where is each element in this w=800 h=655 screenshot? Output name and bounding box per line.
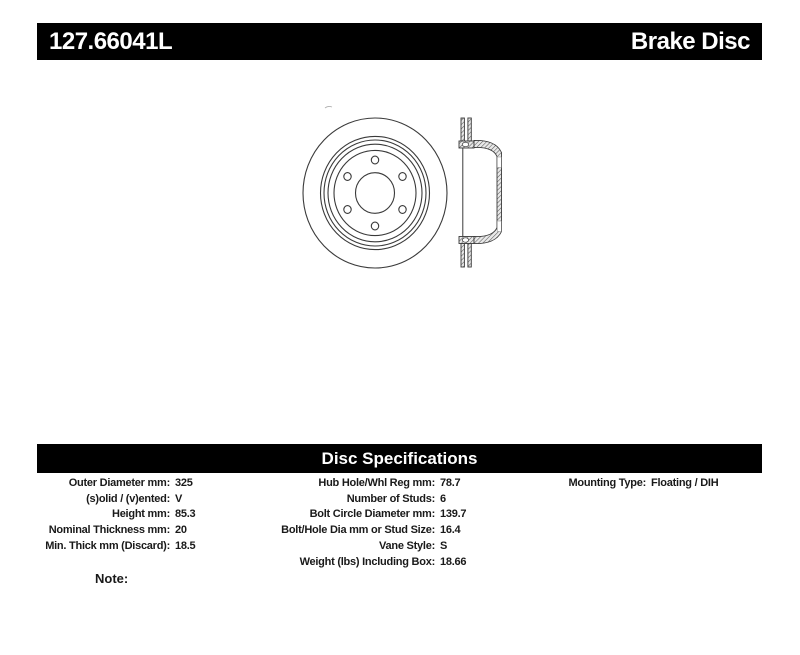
flange-stud-hole — [462, 238, 468, 242]
rotor-cheek-section — [468, 118, 471, 141]
spec-row — [280, 539, 495, 555]
spec-label: Mounting Type: — [568, 477, 646, 489]
spec-label: (s)olid / (v)ented: — [86, 492, 170, 505]
stud-hole — [344, 173, 351, 181]
spec-label: Height mm: — [112, 508, 170, 521]
spec-value: 6 — [440, 492, 446, 505]
spec-label: Outer Diameter mm: — [68, 477, 170, 489]
rotor-cheek-section — [461, 244, 464, 268]
stud-holes — [344, 156, 406, 230]
spec-row — [280, 523, 495, 539]
section-title-bar — [37, 444, 762, 473]
spec-row — [38, 476, 230, 492]
scan-artifact-mark — [325, 106, 332, 108]
note-label: Note: — [95, 571, 129, 586]
spec-value: Floating / DIH — [651, 477, 719, 489]
hat-rim-inner-circle — [328, 144, 422, 242]
spec-row — [38, 507, 230, 523]
spec-label: Bolt/Hole Dia mm or Stud Size: — [281, 524, 435, 537]
hat-face-circle — [334, 150, 416, 235]
spec-value: 78.7 — [440, 477, 461, 489]
spec-column-middle — [280, 476, 495, 570]
stud-hole — [399, 173, 406, 181]
spec-label: Number of Studs: — [346, 492, 435, 505]
stud-hole — [371, 222, 378, 230]
spec-row — [38, 523, 230, 539]
spec-row — [280, 555, 495, 571]
spec-value: 325 — [175, 477, 193, 489]
product-type-title: Brake Disc — [630, 27, 750, 55]
spec-value: 20 — [175, 524, 187, 537]
spec-value: V — [175, 492, 183, 505]
spec-label: Nominal Thickness mm: — [48, 524, 170, 537]
stud-hole — [371, 156, 378, 164]
spec-column-left — [38, 476, 230, 555]
spec-value: 18.5 — [175, 539, 196, 552]
spec-value: 85.3 — [175, 508, 196, 521]
spec-label: Weight (lbs) Including Box: — [299, 555, 435, 568]
disc-front-view — [303, 118, 447, 268]
brake-disc-technical-drawing — [280, 95, 520, 285]
spec-label: Vane Style: — [379, 539, 435, 552]
spec-label: Min. Thick mm (Discard): — [45, 539, 170, 552]
spec-label: Bolt Circle Diameter mm: — [309, 508, 435, 521]
spec-label: Hub Hole/Whl Reg mm: — [318, 477, 435, 489]
hub-center-hole — [356, 173, 395, 214]
header-bar — [37, 23, 762, 60]
rotor-cheek-section — [461, 118, 464, 141]
spec-value: 16.4 — [440, 524, 461, 537]
spec-row — [280, 476, 495, 492]
stud-hole — [344, 206, 351, 214]
stud-hole — [399, 206, 406, 214]
friction-ring-inner-circle — [321, 136, 430, 249]
section-title: Disc Specifications — [321, 448, 478, 468]
spec-row — [38, 539, 230, 555]
drum-wall-slot — [497, 221, 501, 232]
flange-stud-hole — [462, 142, 468, 146]
disc-cross-section-view — [459, 118, 502, 267]
spec-row — [280, 492, 495, 508]
spec-value: S — [440, 539, 448, 552]
spec-row — [38, 492, 230, 508]
spec-value: 139.7 — [440, 508, 467, 521]
drum-wall-slot — [497, 157, 501, 168]
spec-column-right — [538, 476, 726, 492]
spec-row — [280, 507, 495, 523]
rotor-cheek-section — [468, 244, 471, 268]
part-number: 127.66041L — [49, 27, 173, 55]
spec-row — [538, 476, 726, 492]
spec-value: 18.66 — [440, 555, 467, 568]
